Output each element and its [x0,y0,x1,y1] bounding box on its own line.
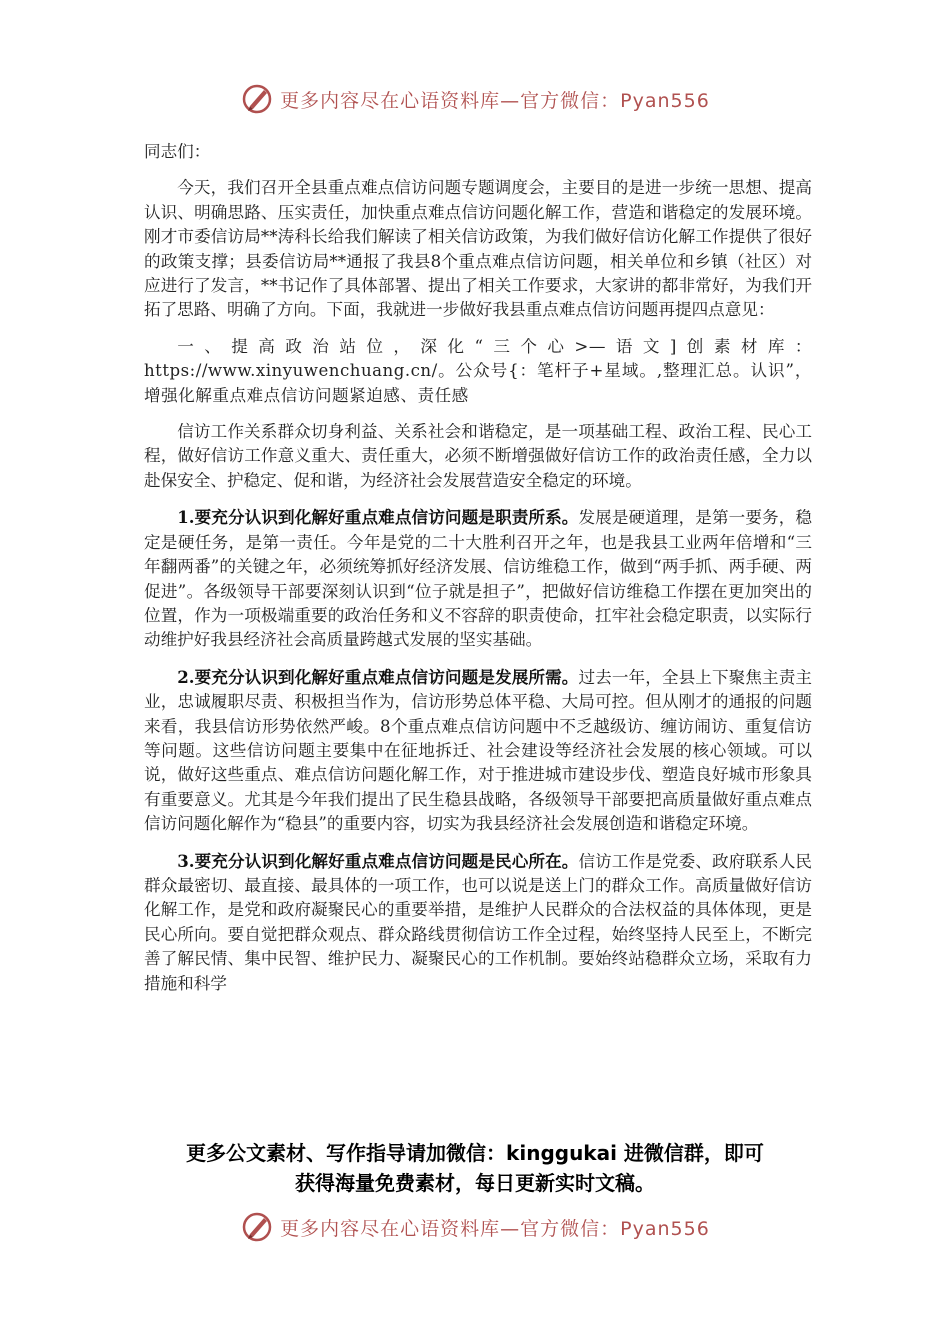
promo-line-2: 获得海量免费素材，每日更新实时文稿。 [295,1171,655,1195]
header-watermark-text: 更多内容尽在心语资料库—官方微信：Pyan556 [280,89,710,112]
point-1 [144,505,812,652]
section-1-paragraph: 信访工作关系群众切身利益、关系社会和谐稳定，是一项基础工程、政治工程、民心工程，做好信访工作意义重大、责任重大，必须不断增强做好信访工作的政治责任感，全力以赴保安全、护稳定、促和谐，为经济社会发展营造安全稳定的环境。 [144,422,812,490]
point-3-title: 3.要充分认识到化解好重点难点信访问题是民心所在。 [177,850,579,871]
section-heading-1: 一、提高政治站位，深化“三个心>—语文]创素材库：https://www.xinyuwenchuang.cn/。公众号{：笔杆子+星域。,整理汇总。认识”，增强化解重点难点信访问题紧迫感、责任感 [144,336,812,405]
point-3 [144,849,812,996]
promo-notice [0,1138,950,1198]
point-1-title: 1.要充分认识到化解好重点难点信访问题是职责所系。 [177,507,579,528]
point-2-title: 2.要充分认识到化解好重点难点信访问题是发展所需。 [177,666,579,687]
greeting: 同志们： [144,142,211,161]
point-3-body: 信访工作是党委、政府联系人民群众最密切、最直接、最具体的一项工作，也可以说是送上门的群众工作。高质量做好信访化解工作，是党和政府凝聚民心的重要举措，是维护人民群众的合法权益的具体体现，更是民心所向。要自觉把群众观点、群众路线贯彻信访工作全过程，始终坚持人民至上，不断完善了解民情、集中民智、维护民力、凝聚民心的工作机制。要始终站稳群众立场，采取有力措施和科学 [144,851,812,993]
pen-logo-icon [240,1210,274,1244]
intro-paragraph: 今天，我们召开全县重点难点信访问题专题调度会，主要目的是进一步统一思想、提高认识、明确思路、压实责任，加快重点难点信访问题化解工作，营造和谐稳定的发展环境。刚才市委信访局**涛科长给我们解读了相关信访政策，为我们做好信访化解工作提供了很好的政策支撑；县委信访局**通报了我县8个重点难点信访问题，相关单位和乡镇（社区）对应进行了发言，**书记作了具体部署、提出了相关工作要求，大家讲的都非常好，为我们开拓了思路、明确了方向。下面，我就进一步做好我县重点难点信访问题再提四点意见： [144,178,812,320]
point-2-body: 过去一年，全县上下聚焦主责主业，忠诚履职尽责、积极担当作为，信访形势总体平稳、大局可控。但从刚才的通报的问题来看，我县信访形势依然严峻。8个重点难点信访问题中不乏越级访、缠访闹访、重复信访等问题。这些信访问题主要集中在征地拆迁、社会建设等经济社会发展的核心领域。可以说，做好这些重点、难点信访问题化解工作，对于推进城市建设步伐、塑造良好城市形象具有重要意义。尤其是今年我们提出了民生稳县战略，各级领导干部要把高质量做好重点难点信访问题化解作为“稳县”的重要内容，切实为我县经济社会发展创造和谐稳定环境。 [144,667,812,834]
footer-watermark [0,1210,950,1244]
promo-line-1: 更多公文素材、写作指导请加微信：kinggukai 进微信群，即可 [186,1141,764,1165]
header-watermark [0,82,950,116]
document-body [144,140,812,1008]
pen-logo-icon [240,82,274,116]
footer-watermark-text: 更多内容尽在心语资料库—官方微信：Pyan556 [280,1217,710,1240]
point-1-body: 发展是硬道理，是第一要务，稳定是硬任务，是第一责任。今年是党的二十大胜利召开之年，也是我县工业两年倍增和“三年翻两番”的关键之年，必须统筹抓好经济发展、信访维稳工作，做到“两手抓、两手硬、两促进”。各级领导干部要深刻认识到“位子就是担子”，把做好信访维稳工作摆在更加突出的位置，作为一项极端重要的政治任务和义不容辞的职责使命，扛牢社会稳定职责，以实际行动维护好我县经济社会高质量跨越式发展的坚实基础。 [144,508,812,650]
point-2 [144,665,812,837]
